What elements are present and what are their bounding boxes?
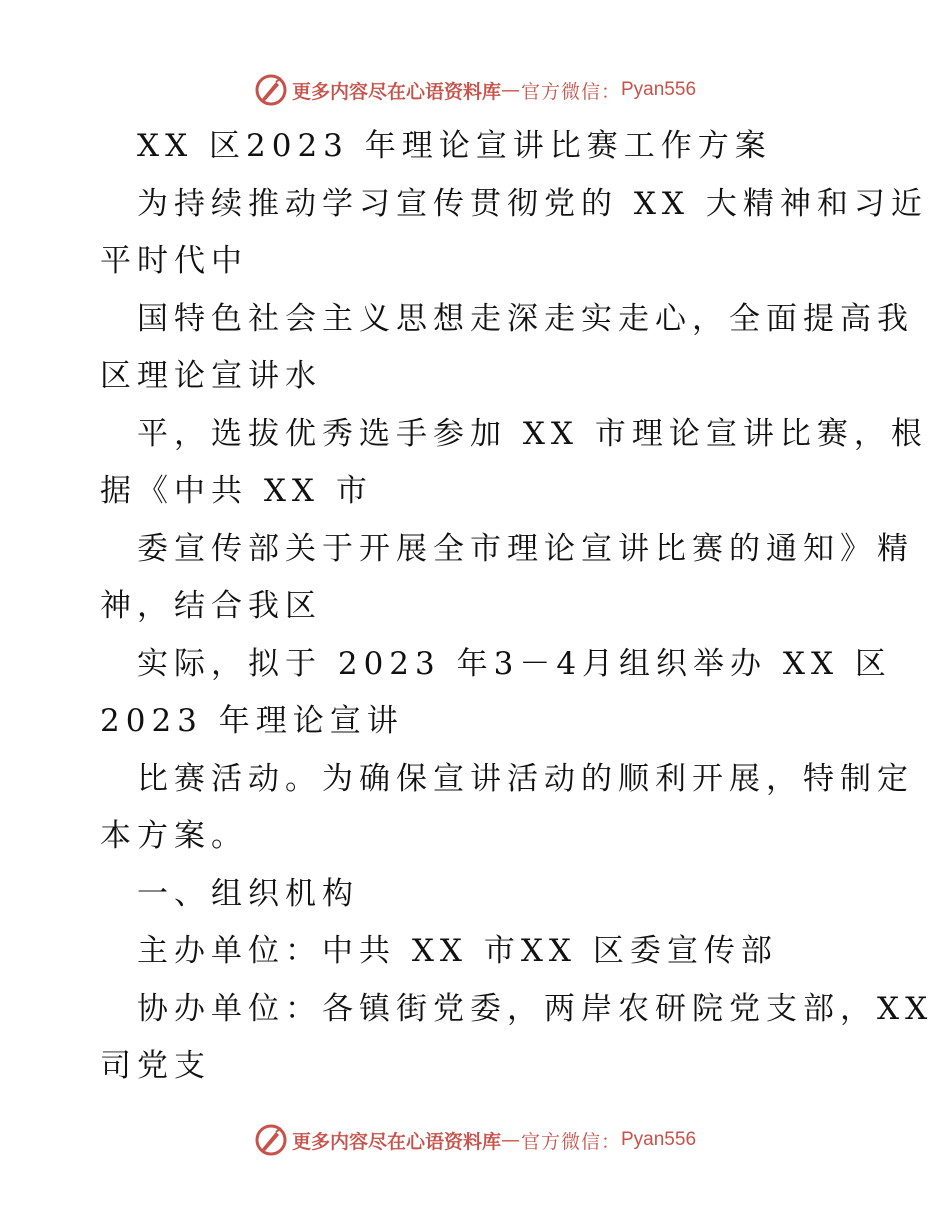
watermark-banner-top <box>0 70 950 110</box>
doc-line: 据《中共 XX 市 <box>100 473 373 509</box>
watermark-main-text: 更多内容尽在心语资料库 <box>291 1130 501 1153</box>
doc-line: 平时代中 <box>100 243 248 279</box>
doc-line: 本方案。 <box>100 818 248 854</box>
doc-title: XX 区2023 年理论宣讲比赛工作方案 <box>137 128 772 164</box>
quill-logo-icon <box>254 73 288 107</box>
doc-line: 国特色社会主义思想走深走实走心，全面提高我 <box>137 300 914 337</box>
doc-line: 协办单位：各镇街党委，两岸农研院党支部，XX <box>137 990 934 1027</box>
doc-line: 区理论宣讲水 <box>100 358 322 394</box>
document-body <box>100 118 934 1096</box>
section-heading: 一、组织机构 <box>137 875 359 912</box>
watermark-sub-text: 官方微信： <box>520 1130 621 1153</box>
doc-line: 为持续推动学习宣传贯彻党的 XX 大精神和习近 <box>137 185 928 222</box>
watermark-sub-text: 官方微信： <box>520 80 621 103</box>
doc-line: 神，结合我区 <box>100 588 322 624</box>
watermark-wechat-id: Pyan556 <box>621 1129 697 1150</box>
watermark-main-text: 更多内容尽在心语资料库 <box>291 80 501 103</box>
watermark-wechat-id: Pyan556 <box>621 79 697 100</box>
quill-logo-icon <box>254 1123 288 1157</box>
doc-line: 主办单位：中共 XX 市XX 区委宣传部 <box>137 933 778 969</box>
doc-line: 平，选拔优秀选手参加 XX 市理论宣讲比赛，根 <box>137 415 928 452</box>
watermark-dash: — <box>500 79 521 101</box>
doc-line: 2023 年理论宣讲 <box>100 703 404 739</box>
doc-line: 实际，拟于 2023 年3－4月组织举办 XX 区 <box>137 645 892 682</box>
doc-line: 比赛活动。为确保宣讲活动的顺利开展，特制定 <box>137 760 914 797</box>
doc-line: 司党支 <box>100 1048 211 1084</box>
watermark-dash: — <box>500 1129 521 1151</box>
watermark-banner-bottom <box>0 1120 950 1160</box>
doc-line: 委宣传部关于开展全市理论宣讲比赛的通知》精 <box>137 530 914 567</box>
